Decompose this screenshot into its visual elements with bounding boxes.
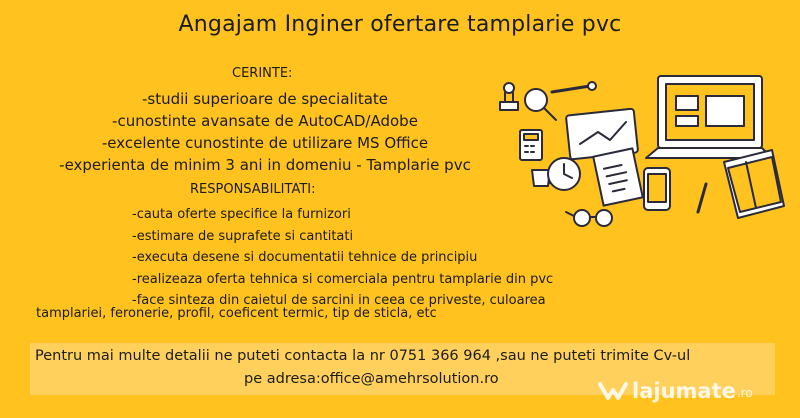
lajumate-logo-suffix: .ro xyxy=(736,386,753,400)
notebook-icon xyxy=(724,150,784,218)
pencil-icon xyxy=(552,82,596,92)
requirement-item: -experienta de minim 3 ani in domeniu - Tamplarie pvc xyxy=(59,156,471,174)
responsibilities-heading: RESPONSABILITATI: xyxy=(190,182,316,197)
clock-icon xyxy=(548,158,580,190)
responsibility-item: -face sinteza din caietul de sarcini in ceea ce priveste, culoarea xyxy=(132,293,546,308)
requirements-list xyxy=(0,88,530,176)
office-illustration xyxy=(480,62,800,262)
magnifier-icon xyxy=(525,89,556,120)
requirement-item: -excelente cunostinte de utilizare MS Office xyxy=(101,134,429,152)
responsibility-item: -cauta oferte specifice la furnizori xyxy=(132,207,351,222)
responsibility-item: -executa desene si documentatii tehnice de principiu xyxy=(132,250,478,265)
pen-icon xyxy=(698,184,706,212)
requirement-item: -cunostinte avansate de AutoCAD/Adobe xyxy=(112,112,418,130)
laptop-icon xyxy=(646,76,772,158)
requirement-item: -studii superioare de specialitate xyxy=(141,90,389,108)
contact-line-1: Pentru mai multe detalii ne puteti contacta la nr 0751 366 964 ,sau ne puteti trimite Cv-ul xyxy=(35,348,691,364)
requirements-heading: CERINTE: xyxy=(232,66,293,81)
glasses-icon xyxy=(566,210,612,226)
lajumate-logo xyxy=(598,376,753,406)
stamp-icon xyxy=(500,83,518,110)
lajumate-logo-text: lajumate xyxy=(632,379,736,403)
responsibility-continuation: tamplariei, feronerie, profil, coeficent termic, tip de sticla, etc xyxy=(36,306,437,321)
document-icon xyxy=(593,148,643,205)
responsibility-item: -realizeaza oferta tehnica si comerciala pentru tamplarie din pvc xyxy=(132,271,554,287)
page-title: Angajam Inginer ofertare tamplarie pvc xyxy=(178,12,622,37)
calculator-icon xyxy=(520,130,542,160)
lajumate-logo-icon xyxy=(598,378,628,404)
contact-line-2: pe adresa:office@amehrsolution.ro xyxy=(244,371,499,387)
responsibility-item: -estimare de suprafete si cantitati xyxy=(132,228,354,244)
phone-icon xyxy=(644,168,670,210)
